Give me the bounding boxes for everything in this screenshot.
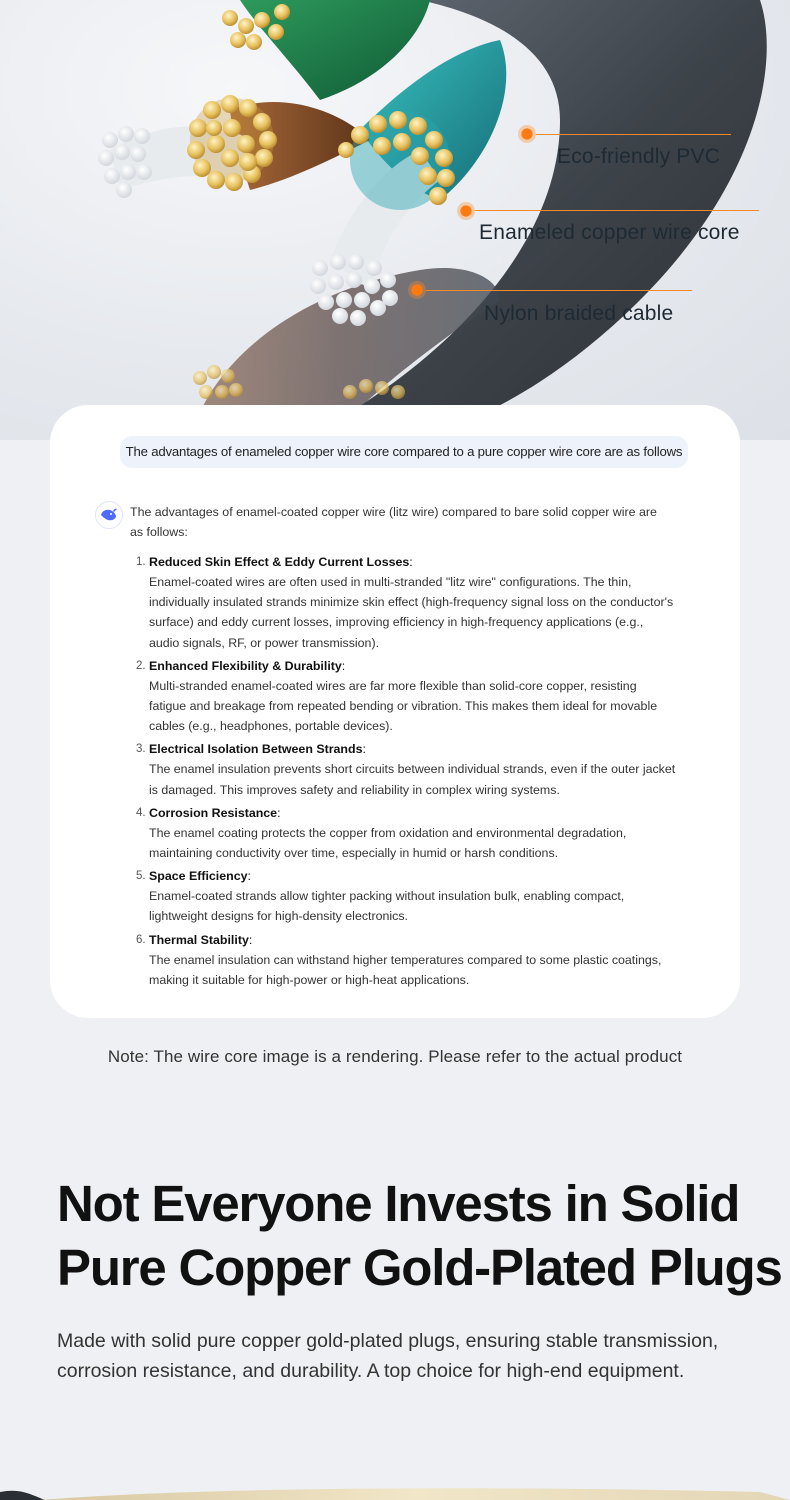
callout-line-nylon-braid: [426, 290, 692, 291]
list-item: 3. Electrical Isolation Between Strands: The enamel insulation prevents short circuits between individual strands, even if the outer jacket is damaged. This improves safety and reliability in complex wiring systems.: [136, 739, 676, 799]
callout-label-pvc: Eco-friendly PVC: [557, 145, 721, 168]
list-item: 6. Thermal Stability: The enamel insulation can withstand higher temperatures compared to some plastic coatings, making it suitable for high-power or high-heat applications.: [136, 930, 676, 990]
list-item-description: The enamel coating protects the copper from oxidation and environmental degradation, maintaining conductivity over time, especially in humid or harsh conditions.: [149, 825, 627, 861]
whale-icon: [100, 508, 118, 522]
cable-cross-section-illustration: [0, 0, 790, 440]
list-item: 2. Enhanced Flexibility & Durability: Multi-stranded enamel-coated wires are far more flexible than solid-core copper, resisting fatigue and breakage from repeated bending or vibration. This makes them ideal for movable cables (e.g., headphones, portable devices).: [136, 656, 676, 737]
list-item-number: 3.: [136, 743, 146, 756]
callout-label-nylon-braid: Nylon braided cable: [484, 302, 674, 325]
answer-intro: The advantages of enamel-coated copper wire (litz wire) compared to bare solid copper wire are as follows:: [130, 505, 657, 539]
list-item-description: Enamel-coated wires are often used in multi-stranded "litz wire" configurations. The thin, individually insulated strands minimize skin effect (high-frequency signal loss on the conductor's surface) and eddy current losses, improving efficiency in high-frequency applications (e.g., audio signals, RF, or power transmission).: [149, 575, 674, 650]
headline-line-2: Pure Copper Gold-Plated Plugs: [57, 1239, 782, 1296]
list-item: 5. Space Efficiency: Enamel-coated strands allow tighter packing without insulation bulk, enabling compact, lightweight designs for high-density electronics.: [136, 866, 676, 926]
list-item-number: 2.: [136, 659, 146, 672]
list-item-title: Reduced Skin Effect & Eddy Current Losses: [149, 555, 410, 569]
section-description: [57, 1326, 767, 1386]
callout-dot-nylon-braid: [408, 281, 426, 299]
plug-image-edge: [0, 1470, 790, 1500]
list-item-number: 4.: [136, 806, 146, 819]
list-item: 4. Corrosion Resistance: The enamel coating protects the copper from oxidation and environmental degradation, maintaining conductivity over time, especially in humid or harsh conditions.: [136, 803, 676, 863]
user-query-bubble: The advantages of enameled copper wire core compared to a pure copper wire core are as follows: [120, 436, 688, 468]
callout-dot-copper-core: [457, 202, 475, 220]
section-headline: [57, 1172, 782, 1300]
list-item-number: 1.: [136, 556, 146, 568]
advantages-chat-card: [50, 405, 740, 1018]
callout-line-copper-core: [475, 210, 759, 211]
advantages-list: [136, 552, 676, 993]
list-item-title: Thermal Stability: [149, 932, 249, 947]
whale-bot-icon: [95, 501, 123, 529]
description-line-2: corrosion resistance, and durability. A top choice for high-end equipment.: [57, 1360, 685, 1382]
description-line-1: Made with solid pure copper gold-plated plugs, ensuring stable transmission,: [57, 1330, 719, 1352]
list-item-description: Multi-stranded enamel-coated wires are far more flexible than solid-core copper, resisting fatigue and breakage from repeated bending or vibration. This makes them ideal for movable cables (e.g., headphones, portable devices).: [149, 678, 658, 734]
list-item-description: Enamel-coated strands allow tighter packing without insulation bulk, enabling compact, lightweight designs for high-density electronics.: [149, 889, 625, 924]
headline-line-1: Not Everyone Invests in Solid: [57, 1175, 740, 1232]
callout-dot-pvc: [518, 125, 536, 143]
list-item-title: Corrosion Resistance: [149, 805, 278, 820]
list-item-description: The enamel insulation prevents short circuits between individual strands, even if the outer jacket is damaged. This improves safety and reliability in complex wiring systems.: [149, 762, 676, 797]
list-item-title: Space Efficiency: [149, 869, 248, 884]
callout-label-copper-core: Enameled copper wire core: [479, 221, 740, 244]
list-item-number: 6.: [136, 933, 146, 946]
list-item-number: 5.: [136, 870, 146, 883]
list-item-title: Electrical Isolation Between Strands: [149, 742, 363, 757]
list-item-title: Enhanced Flexibility & Durability: [149, 658, 342, 673]
callout-line-pvc: [536, 134, 731, 135]
rendering-disclaimer-note: Note: The wire core image is a rendering. Please refer to the actual product: [107, 1047, 683, 1066]
plug-image-preview: [0, 1470, 790, 1500]
hero-cable-illustration: [0, 0, 790, 440]
list-item-description: The enamel insulation can withstand higher temperatures compared to some plastic coatings, making it suitable for high-power or high-heat applications.: [149, 952, 662, 987]
list-item: 1. Reduced Skin Effect & Eddy Current Losses: Enamel-coated wires are often used in multi-stranded "litz wire" configurations. The thin, individually insulated strands minimize skin effect (high-frequency signal loss on the conductor's surface) and eddy current losses, improving efficiency in high-frequency applications (e.g., audio signals, RF, or power transmission).: [136, 552, 676, 653]
